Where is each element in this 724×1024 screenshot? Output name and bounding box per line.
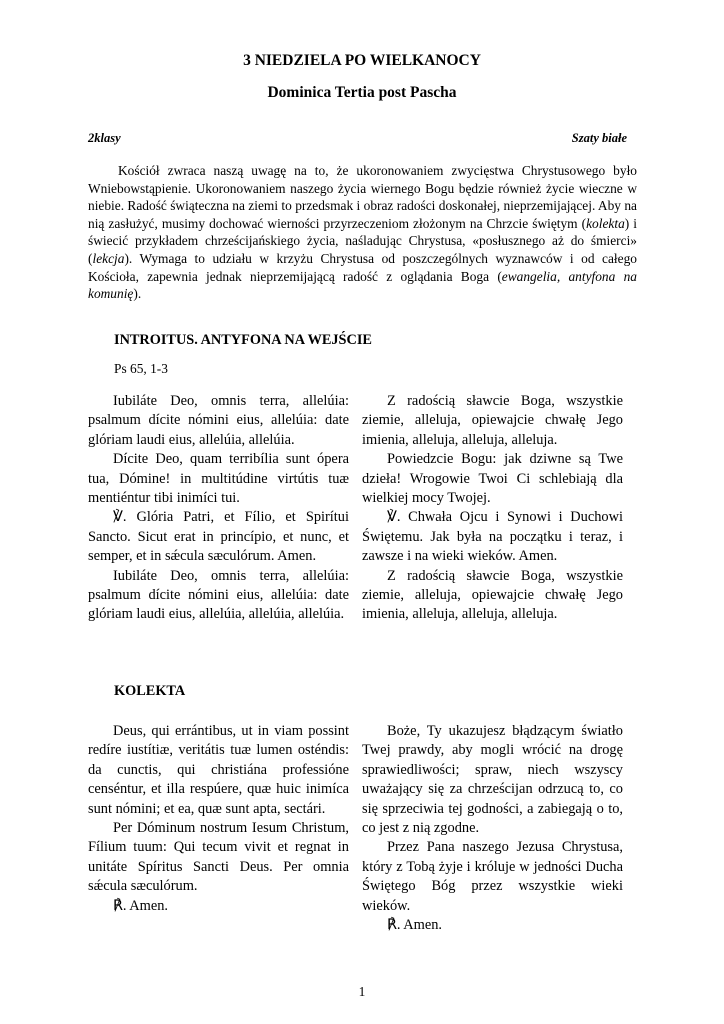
introitus-heading: INTROITUS. ANTYFONA NA WEJŚCIE: [114, 332, 372, 348]
intro-ref-kolekta: kolekta: [586, 215, 625, 231]
kolekta-polish-prayer: Boże, Ty ukazujesz błądzącym światło Twej prawdy, aby mogli wrócić na drogę sprawiedliwości; spraw, niech wszyscy uważający się za chrześcijan odrzucą to, co się sprzeciwia tej godności, a zabiegają o to, co jest z nią zgodne.: [362, 723, 623, 837]
introitus-latin-gloria: ℣. Glória Patri, et Fílio, et Spirítui Sancto. Sicut erat in princípio, et nunc, et semper, et in sǽcula sæculórum. Amen.: [88, 509, 349, 565]
intro-text-1: Kościół zwraca naszą uwagę na to, że ukoronowaniem zwycięstwa Chrystusowego było Wniebowstąpienie. Ukoronowaniem naszego życia wiernego Bogu będzie również życie wieczne w niebie. Radość świąteczna na ziemi to przedsmak i obraz radości doskonałej, nieprzemijającej. Aby na nią zasłużyć, musimy dochować wierności przyrzeczeniom złożonym na Chrzcie świętym (: [88, 163, 637, 231]
introitus-latin-antiphon-repeat: Iubiláte Deo, omnis terra, allelúia: psalmum dícite nómini eius, allelúia: date glóriam laudi eius, allelúia, allelúia, allelúia.: [88, 567, 349, 623]
intro-ref-ewangelia: ewangelia, antyfona na komunię: [88, 268, 637, 302]
introitus-polish-antiphon: Z radością sławcie Boga, wszystkie ziemie, alleluja, opiewajcie chwałę Jego imienia, alleluja, alleluja, alleluja.: [362, 393, 623, 448]
vestment-color: Szaty białe: [571, 131, 627, 145]
kolekta-latin-column: [88, 722, 349, 916]
intro-text-3: ). Wymaga to udziału w krzyżu Chrystusa od poszczególnych wyznawców i od całego Kościoła, zapewnia jednak nieprzemijającą radość z oglądania Boga (: [88, 250, 637, 284]
intro-paragraph: [88, 162, 637, 303]
kolekta-polish-conclusion: Przez Pana naszego Jezusa Chrystusa, który z Tobą żyje i króluje w jedności Ducha Świętego Bóg przez wszystkie wieki wieków.: [362, 839, 623, 914]
page-subtitle: Dominica Tertia post Pascha: [267, 84, 457, 101]
page-number: 1: [358, 984, 366, 999]
kolekta-latin-response: ℟. Amen.: [113, 897, 169, 914]
introitus-polish-verse: Powiedzcie Bogu: jak dziwne są Twe dzieła! Wrogowie Twoi Ci schlebiają dla wielkiej mocy Twojej.: [362, 451, 623, 507]
liturgical-class: 2klasy: [88, 131, 121, 145]
kolekta-heading: KOLEKTA: [114, 683, 186, 699]
introitus-polish-gloria: ℣. Chwała Ojcu i Synowi i Duchowi Świętemu. Jak była na początku i teraz, i zawsze i na wieki wieków. Amen.: [362, 509, 623, 565]
kolekta-polish-column: [362, 722, 623, 935]
introitus-latin-antiphon: Iubiláte Deo, omnis terra, allelúia: psalmum dícite nómini eius, allelúia: date glóriam laudi eius, allelúia, allelúia.: [88, 393, 349, 448]
psalm-reference: Ps 65, 1-3: [114, 361, 168, 376]
introitus-latin-column: [88, 392, 349, 625]
introitus-polish-antiphon-repeat: Z radością sławcie Boga, wszystkie ziemie, alleluja, opiewajcie chwałę Jego imienia, alleluja, alleluja, alleluja.: [362, 567, 623, 623]
intro-ref-lekcja: lekcja: [92, 250, 125, 266]
intro-text-4: ).: [133, 286, 142, 302]
kolekta-polish-response: ℟. Amen.: [387, 917, 443, 934]
introitus-latin-verse: Dícite Deo, quam terribília sunt ópera tua, Dómine! in multitúdine virtútis tuæ mentiéntur tibi inimíci tui.: [88, 451, 349, 507]
kolekta-latin-prayer: Deus, qui errántibus, ut in viam possint redíre iustítiæ, veritátis tuæ lumen osténdis: da cunctis, qui christiána professióne censéntur, et illa respúere, quæ huic inimíca sunt nómini; et ea, quæ sunt apta, sectári.: [88, 723, 349, 817]
intro-text-2: ) i świecić przykładem chrześcijańskiego życia, naśladując Chrystusa, «posłusznego aż do śmierci» (: [88, 215, 638, 266]
kolekta-latin-conclusion: Per Dóminum nostrum Iesum Christum, Fílium tuum: Qui tecum vivit et regnat in unitáte Spíritus Sancti Deus. Per omnia sǽcula sæculórum.: [88, 820, 349, 895]
introitus-polish-column: [362, 392, 623, 625]
page-title: 3 NIEDZIELA PO WIELKANOCY: [243, 52, 481, 69]
